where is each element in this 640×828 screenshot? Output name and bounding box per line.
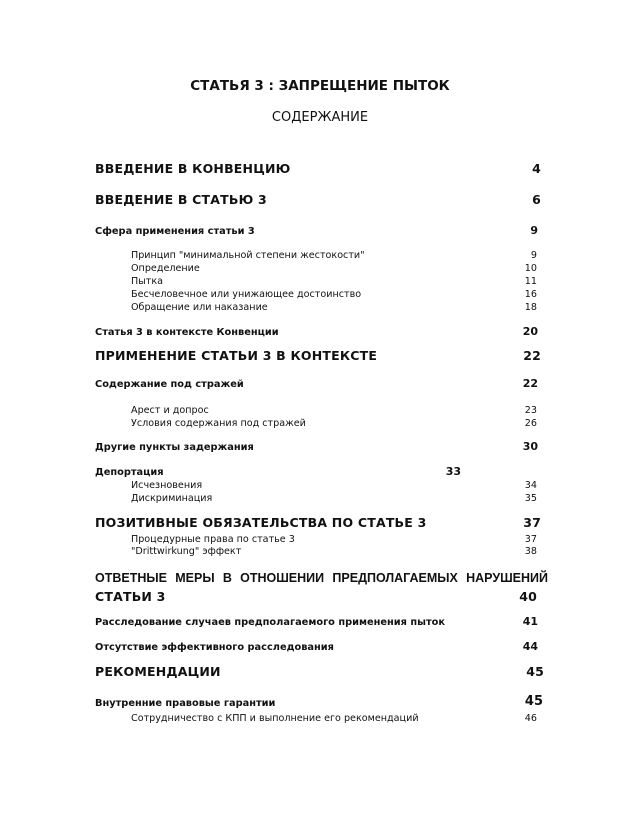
toc-label: СТАТЬИ 3 (95, 589, 166, 604)
toc-entry-wrapped-line1[interactable]: ОТВЕТНЫЕ МЕРЫ В ОТНОШЕНИИ ПРЕДПОЛАГАЕМЫХ НАРУШЕНИЙ (95, 571, 548, 585)
toc-label: Условия содержания под стражей (131, 418, 306, 429)
toc-label: Дискриминация (131, 493, 213, 504)
toc-label: Расследование случаев предполагаемого применения пыток (95, 617, 446, 628)
toc-entry[interactable] (95, 297, 541, 313)
toc-label: ВВЕДЕНИЕ В КОНВЕНЦИЮ (95, 161, 291, 176)
toc-label: Процедурные права по статье 3 (131, 534, 295, 545)
toc-entry[interactable] (95, 322, 541, 338)
toc-page: 26 (524, 418, 537, 429)
toc-page: 16 (524, 289, 537, 300)
toc-page: 6 (532, 192, 541, 207)
toc-page: 11 (524, 276, 537, 287)
toc-label: Содержание под стражей (95, 379, 244, 390)
toc-page: 22 (523, 348, 541, 363)
toc-page: 10 (524, 263, 537, 274)
toc-label: ПРИМЕНЕНИЕ СТАТЬИ 3 В КОНТЕКСТЕ (95, 348, 378, 363)
toc-page: 4 (532, 161, 541, 176)
toc-label: Определение (131, 263, 200, 274)
toc-label: Арест и допрос (131, 405, 209, 416)
toc-entry[interactable] (95, 437, 541, 453)
toc-label: Принцип "минимальной степени жестокости" (131, 250, 365, 261)
toc-label: ПОЗИТИВНЫЕ ОБЯЗАТЕЛЬСТВА ПО СТАТЬЕ 3 (95, 515, 427, 530)
toc-label: Статья 3 в контексте Конвенции (95, 327, 279, 338)
toc-page: 9 (530, 224, 538, 237)
toc-page: 20 (522, 325, 538, 338)
toc-label: "Drittwirkung" эффект (131, 546, 242, 557)
document-title: СТАТЬЯ 3 : ЗАПРЕЩЕНИЕ ПЫТОК (190, 78, 450, 94)
toc-page: 9 (530, 250, 537, 261)
toc-page: 45 (524, 694, 543, 709)
toc-page: 46 (524, 713, 537, 724)
toc-label: Сотрудничество с КПП и выполнение его рекомендаций (131, 713, 419, 724)
toc-page: 37 (524, 534, 537, 545)
toc-label: Обращение или наказание (131, 302, 268, 313)
toc-page: 22 (522, 377, 538, 390)
toc-entry[interactable] (95, 708, 541, 724)
toc-label: Сфера применения статьи 3 (95, 226, 255, 237)
toc-entry[interactable] (95, 488, 541, 504)
toc-page: 35 (524, 493, 537, 504)
toc-page: 40 (519, 589, 537, 604)
toc-label: Пытка (131, 276, 164, 287)
toc-label: Другие пункты задержания (95, 442, 254, 453)
toc-page: 44 (522, 640, 538, 653)
toc-entry[interactable] (95, 374, 541, 390)
toc-entry[interactable] (95, 221, 541, 237)
toc-label: Отсутствие эффективного расследования (95, 642, 334, 653)
toc-page: 37 (523, 515, 541, 530)
toc-entry[interactable] (95, 663, 544, 679)
toc-entry[interactable] (95, 637, 541, 653)
toc-label: Депортация (95, 467, 164, 478)
toc-label: Исчезновения (131, 480, 203, 491)
toc-entry[interactable] (95, 588, 541, 604)
toc-page: 38 (524, 546, 537, 557)
toc-label: Бесчеловечное или унижающее достоинство (131, 289, 362, 300)
toc-label: ВВЕДЕНИЕ В СТАТЬЮ 3 (95, 192, 267, 207)
toc-entry[interactable] (95, 693, 541, 709)
toc-entry[interactable] (95, 413, 541, 429)
toc-page: 45 (526, 664, 544, 679)
toc-entry[interactable] (95, 541, 541, 557)
toc-page: 18 (524, 302, 537, 313)
toc-entry[interactable] (95, 160, 541, 176)
toc-entry[interactable] (95, 514, 541, 530)
contents-heading: СОДЕРЖАНИЕ (271, 110, 369, 125)
toc-entry[interactable] (95, 612, 541, 628)
toc-page: 34 (524, 480, 537, 491)
toc-label: РЕКОМЕНДАЦИИ (95, 664, 221, 679)
toc-page: 23 (524, 405, 537, 416)
toc-label: Внутренние правовые гарантии (95, 698, 276, 709)
toc-page: 33 (445, 465, 461, 478)
toc-entry[interactable] (95, 347, 541, 363)
toc-page: 41 (522, 615, 538, 628)
toc-page: 30 (522, 440, 538, 453)
toc-entry[interactable] (95, 191, 541, 207)
